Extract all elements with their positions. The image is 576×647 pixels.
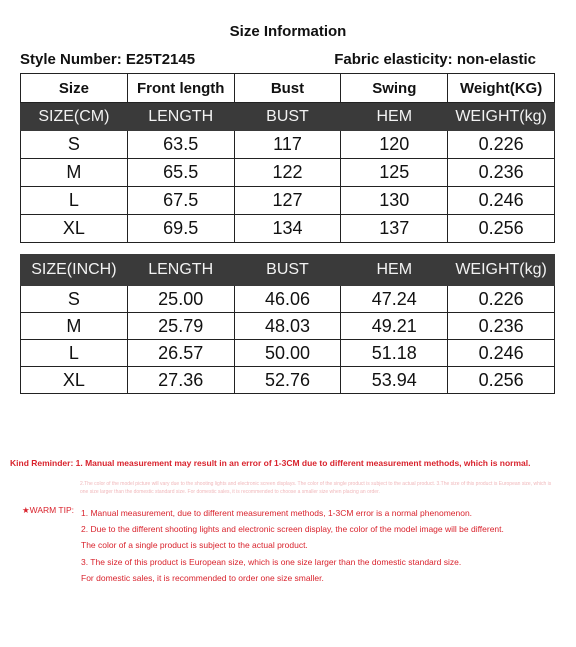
table-header-row — [21, 255, 555, 286]
table-cell: 69.5 — [127, 215, 234, 243]
table-header-row — [21, 103, 555, 131]
header-cell: WEIGHT(kg) — [448, 103, 555, 131]
table-row — [21, 131, 555, 159]
header-cell: LENGTH — [127, 103, 234, 131]
warm-tip-line: 3. The size of this product is European size, which is one size larger than the domestic standard size. — [81, 556, 462, 567]
table-cell: 0.246 — [448, 187, 555, 215]
header-cell: Bust — [234, 74, 341, 103]
table-cell: 120 — [341, 131, 448, 159]
table-row — [21, 340, 555, 367]
table-cell: S — [21, 286, 128, 313]
table-cell: 25.00 — [127, 286, 234, 313]
table-cell: 0.236 — [448, 313, 555, 340]
warm-tip-label-text: WARM TIP: — [29, 505, 75, 515]
table-cell: 0.256 — [448, 367, 555, 394]
size-table-cm — [20, 73, 555, 243]
table-row — [21, 215, 555, 243]
table-row — [21, 367, 555, 394]
kind-reminder: Kind Reminder: 1. Manual measurement may result in an error of 1-3CM due to different measurement methods, which is normal. — [10, 458, 531, 468]
table-cell: 67.5 — [127, 187, 234, 215]
table-cell: 0.226 — [448, 131, 555, 159]
table-cell: 65.5 — [127, 159, 234, 187]
faint-note: 2.The color of the model picture will vary due to the shooting lights and electronic screen displays. The color of the single product is subject to the actual product. 3.The size of this product is European size, which is one size larger than the domestic standard size. For domestic sales, it is recommended to choose a smaller size when placing an order. — [80, 481, 552, 495]
table-cell: 125 — [341, 159, 448, 187]
table-cell: XL — [21, 215, 128, 243]
table-cell: 26.57 — [127, 340, 234, 367]
warm-tip-label — [22, 505, 74, 516]
header-cell: HEM — [341, 103, 448, 131]
warm-tip-line: 2. Due to the different shooting lights and electronic screen display, the color of the model image will be different. — [81, 524, 504, 535]
table-cell: L — [21, 340, 128, 367]
table-cell: 0.236 — [448, 159, 555, 187]
table-cell: 50.00 — [234, 340, 341, 367]
table-cell: 0.256 — [448, 215, 555, 243]
table-cell: 51.18 — [341, 340, 448, 367]
warm-tip-line: The color of a single product is subject to the actual product. — [81, 540, 308, 551]
table-cell: 25.79 — [127, 313, 234, 340]
header-cell: BUST — [234, 103, 341, 131]
header-cell: WEIGHT(kg) — [448, 255, 555, 286]
table-row — [21, 286, 555, 313]
header-cell: Swing — [341, 74, 448, 103]
header-cell: SIZE(INCH) — [21, 255, 128, 286]
table-cell: XL — [21, 367, 128, 394]
table-cell: 134 — [234, 215, 341, 243]
warm-tip-line: 1. Manual measurement, due to different measurement methods, 1-3CM error is a normal phenomenon. — [81, 508, 473, 518]
table-cell: 127 — [234, 187, 341, 215]
header-cell: BUST — [234, 255, 341, 286]
table-cell: S — [21, 131, 128, 159]
table-cell: M — [21, 313, 128, 340]
warm-tip-list — [81, 505, 504, 586]
table-cell: 46.06 — [234, 286, 341, 313]
table-header-row — [21, 74, 555, 103]
style-number: Style Number: E25T2145 — [20, 51, 196, 68]
table-cell: 117 — [234, 131, 341, 159]
header-cell: HEM — [341, 255, 448, 286]
header-cell: Size — [21, 74, 128, 103]
star-icon: ★ — [22, 505, 30, 515]
table-row — [21, 313, 555, 340]
table-cell: 0.246 — [448, 340, 555, 367]
table-cell: 52.76 — [234, 367, 341, 394]
header-cell: LENGTH — [127, 255, 234, 286]
table-cell: M — [21, 159, 128, 187]
table-cell: 0.226 — [448, 286, 555, 313]
table-cell: L — [21, 187, 128, 215]
table-cell: 130 — [341, 187, 448, 215]
table-cell: 49.21 — [341, 313, 448, 340]
table-cell: 27.36 — [127, 367, 234, 394]
header-cell: Front length — [127, 74, 234, 103]
size-table-inch — [20, 254, 555, 394]
table-cell: 122 — [234, 159, 341, 187]
table-cell: 63.5 — [127, 131, 234, 159]
table-row — [21, 187, 555, 215]
table-cell: 53.94 — [341, 367, 448, 394]
fabric-elasticity: Fabric elasticity: non-elastic — [334, 51, 536, 68]
table-cell: 48.03 — [234, 313, 341, 340]
warm-tip-line: For domestic sales, it is recommended to order one size smaller. — [81, 572, 324, 583]
header-cell: Weight(KG) — [448, 74, 555, 103]
header-cell: SIZE(CM) — [21, 103, 128, 131]
table-cell: 137 — [341, 215, 448, 243]
page-title: Size Information — [229, 23, 347, 40]
table-cell: 47.24 — [341, 286, 448, 313]
table-row — [21, 159, 555, 187]
